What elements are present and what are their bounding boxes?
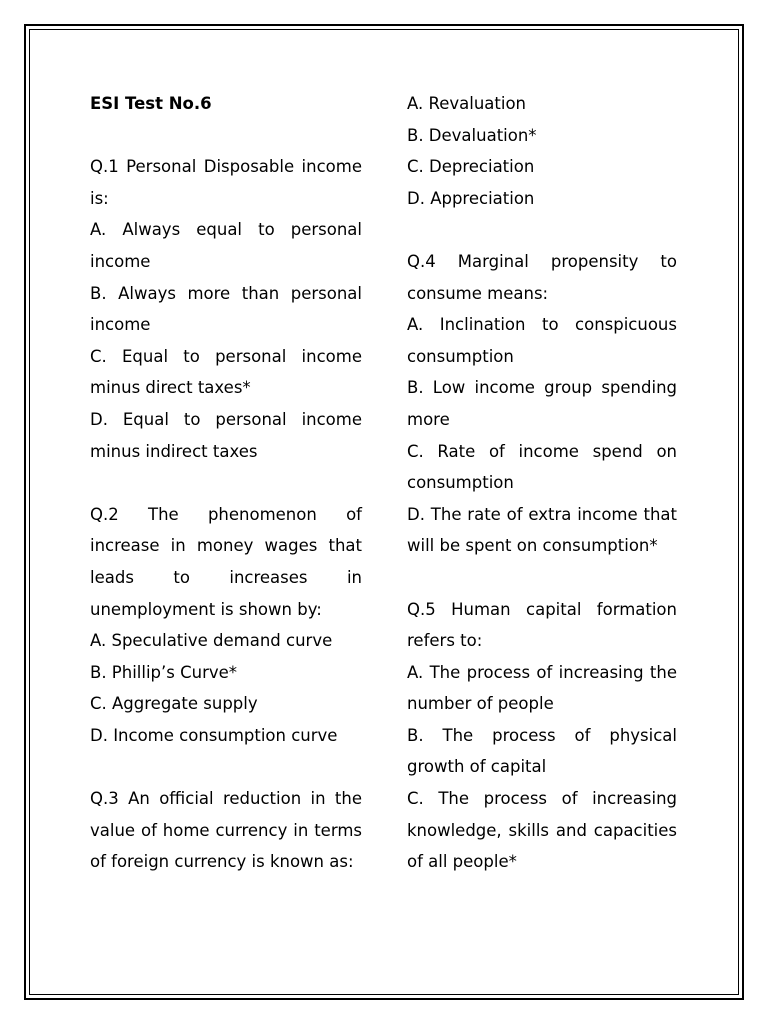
- option-a: A. Revaluation: [407, 94, 526, 113]
- option-d: D. The rate of extra income that will be spent on consumption*: [407, 504, 677, 556]
- spacer: [90, 120, 362, 152]
- option-d: D. Income consumption curve: [90, 725, 338, 745]
- question-text: Q.2 The phenomenon of increase in money wages that leads to increases in unemployment is shown by:: [90, 504, 362, 619]
- right-column: [407, 88, 677, 878]
- option-b: B. Low income group spending more: [407, 378, 677, 429]
- option-a: A. Inclination to conspicuous consumption: [407, 315, 677, 366]
- question-text: Q.1 Personal Disposable income is:: [90, 157, 362, 208]
- question-text: Q.4 Marginal propensity to consume means:: [407, 251, 677, 303]
- spacer: [407, 562, 677, 594]
- question-block-q5: [407, 594, 677, 878]
- question-text: Q.3 An official reduction in the value of home currency in terms of foreign currency is known as:: [90, 789, 362, 872]
- question-text: Q.5 Human capital formation refers to:: [407, 599, 677, 651]
- option-c: C. Aggregate supply: [90, 694, 258, 714]
- left-column: [90, 88, 362, 878]
- question-block-q3: [90, 783, 362, 878]
- question-block-q1: [90, 151, 362, 467]
- option-d: D. Equal to personal income minus indirect taxes: [90, 409, 362, 461]
- option-b: B. Devaluation*: [407, 125, 537, 145]
- option-b: B. Always more than personal income: [90, 283, 362, 335]
- option-a: A. Speculative demand curve: [90, 631, 333, 651]
- option-b: B. The process of physical growth of capital: [407, 725, 677, 777]
- spacer: [407, 214, 677, 246]
- option-a: A. The process of increasing the number of people: [407, 662, 677, 714]
- test-title: ESI Test No.6: [90, 94, 212, 113]
- option-b: B. Phillip’s Curve*: [90, 662, 238, 682]
- spacer: [90, 751, 362, 783]
- option-a: A. Always equal to personal income: [90, 220, 362, 271]
- option-d: D. Appreciation: [407, 188, 535, 208]
- spacer: [90, 467, 362, 499]
- option-c: C. Rate of income spend on consumption: [407, 441, 677, 493]
- question-block-q4: [407, 246, 677, 562]
- option-c: C. The process of increasing knowledge, skills and capacities of all people*: [407, 789, 677, 872]
- option-c: C. Equal to personal income minus direct taxes*: [90, 346, 362, 398]
- question-block-q2: [90, 499, 362, 752]
- question-block-q3-options: [407, 88, 677, 214]
- option-c: C. Depreciation: [407, 157, 535, 177]
